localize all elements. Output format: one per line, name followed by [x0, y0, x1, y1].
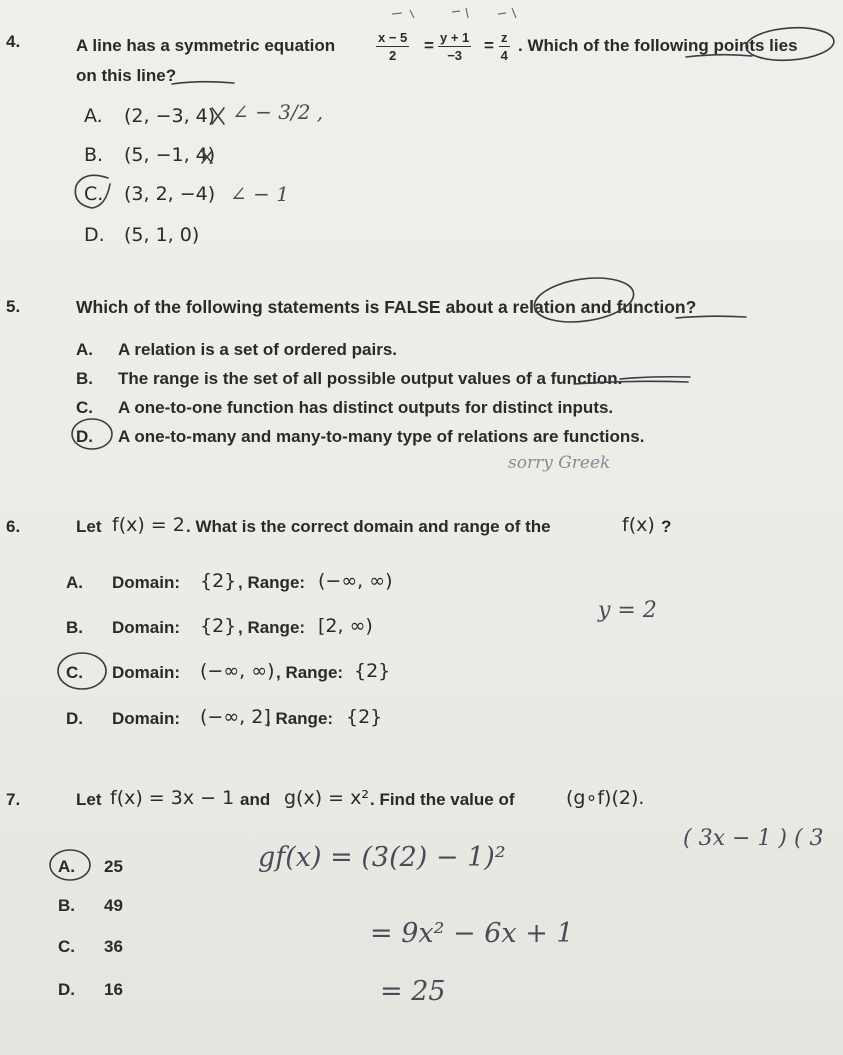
pencil-mark	[498, 8, 516, 18]
function-expression: f(x)	[622, 514, 655, 536]
question-text: Which of the following statements is FALSE about a relation and function?	[76, 297, 697, 317]
range-label: , Range:	[238, 573, 306, 592]
question-text-line2: on this line?	[76, 66, 177, 85]
range-label: , Range:	[238, 618, 306, 637]
option-d-text: A one-to-many and many-to-many type of relations are functions.	[118, 427, 645, 446]
question-text: A line has a symmetric equation	[76, 36, 336, 55]
option-a-letter: A.	[58, 857, 75, 876]
option-d-letter: D.	[84, 224, 105, 246]
domain-label: Domain:	[112, 618, 180, 637]
handwritten-work-line-3: = 25	[380, 976, 446, 1007]
handwritten-note-q6: y = 2	[598, 598, 657, 623]
option-a-text: (2, −3, 4)	[124, 105, 216, 127]
domain-value: (−∞, ∞)	[200, 660, 275, 682]
option-a-letter: A.	[84, 105, 103, 127]
range-value: {2}	[346, 706, 383, 728]
underline-mark	[172, 82, 234, 84]
question-number: 7.	[6, 790, 21, 809]
handwritten-note-q7-top: ( 3x − 1 ) ( 3	[683, 826, 824, 851]
fraction-x	[376, 30, 409, 63]
range-value: {2}	[354, 660, 391, 682]
option-b-letter: B.	[76, 369, 93, 388]
handwritten-work-line-2: = 9x² − 6x + 1	[370, 918, 574, 949]
function-g: g(x) = x²	[284, 787, 369, 809]
question-text: . Find the value of	[370, 790, 515, 809]
range-value: (−∞, ∞)	[318, 570, 393, 592]
range-label: , Range:	[276, 663, 344, 682]
question-number: 4.	[6, 32, 21, 51]
option-c-text: (3, 2, −4)	[124, 183, 216, 205]
domain-value: (−∞, 2]	[200, 706, 271, 728]
pencil-mark	[452, 8, 468, 18]
function-expression: f(x) = 2	[112, 514, 185, 536]
fraction-denominator: 4	[500, 48, 508, 63]
question-number: 5.	[6, 297, 21, 316]
option-b-letter: B.	[66, 618, 83, 637]
option-a-letter: A.	[66, 573, 83, 592]
option-b-letter: B.	[84, 144, 104, 166]
underline-mark	[620, 377, 690, 379]
option-a-text: 25	[104, 857, 123, 876]
option-b-text: The range is the set of all possible output values of a function.	[118, 369, 623, 388]
fraction-numerator: y + 1	[440, 30, 470, 45]
handwritten-note-angle-a: ∠ − 3/2 ,	[232, 100, 324, 124]
option-d-text: 16	[104, 980, 123, 999]
fraction-denominator: −3	[447, 48, 463, 63]
domain-value: {2}	[200, 570, 237, 592]
fraction-z	[499, 30, 510, 63]
option-c-letter: C.	[84, 183, 104, 205]
function-f: f(x) = 3x − 1	[110, 787, 235, 809]
composition-expression: (g∘f)(2).	[566, 787, 645, 809]
option-c-text: 36	[104, 937, 123, 956]
question-text: and	[240, 790, 271, 809]
option-d-letter: D.	[58, 980, 75, 999]
fraction-denominator: 2	[389, 48, 397, 63]
domain-label: Domain:	[112, 709, 180, 728]
question-mark: ?	[661, 517, 672, 536]
option-d-text: (5, 1, 0)	[124, 224, 200, 246]
option-a-text: A relation is a set of ordered pairs.	[118, 340, 398, 359]
domain-value: {2}	[200, 615, 237, 637]
option-d-letter: D.	[76, 427, 93, 446]
equals-sign: =	[424, 36, 434, 55]
option-b-letter: B.	[58, 896, 75, 915]
range-label: , Range:	[266, 709, 334, 728]
range-value: [2, ∞)	[318, 615, 373, 637]
question-text: . Which of the following points lies	[518, 36, 798, 55]
handwritten-note-q5: sorry Greek	[508, 453, 611, 473]
question-text: Let	[76, 517, 102, 536]
option-b-text: 49	[104, 896, 123, 915]
option-c-letter: C.	[76, 398, 93, 417]
domain-label: Domain:	[112, 573, 180, 592]
option-c-letter: C.	[66, 663, 83, 682]
domain-label: Domain:	[112, 663, 180, 682]
fraction-y	[438, 30, 471, 63]
fraction-numerator: z	[501, 30, 508, 45]
option-d-letter: D.	[66, 709, 83, 728]
pencil-mark	[392, 10, 414, 18]
option-c-letter: C.	[58, 937, 75, 956]
option-b-text: (5, −1, 4)	[124, 144, 216, 166]
option-c-text: A one-to-one function has distinct outputs for distinct inputs.	[118, 398, 614, 417]
option-a-letter: A.	[76, 340, 93, 359]
question-text: Let	[76, 790, 102, 809]
equals-sign: =	[484, 36, 494, 55]
fraction-numerator: x − 5	[378, 30, 408, 45]
handwritten-note-angle-c: ∠ − 1	[230, 182, 289, 206]
question-text: . What is the correct domain and range of the	[186, 517, 551, 536]
handwritten-work-line-1: gf(x) = (3(2) − 1)²	[258, 842, 506, 873]
question-number: 6.	[6, 517, 21, 536]
